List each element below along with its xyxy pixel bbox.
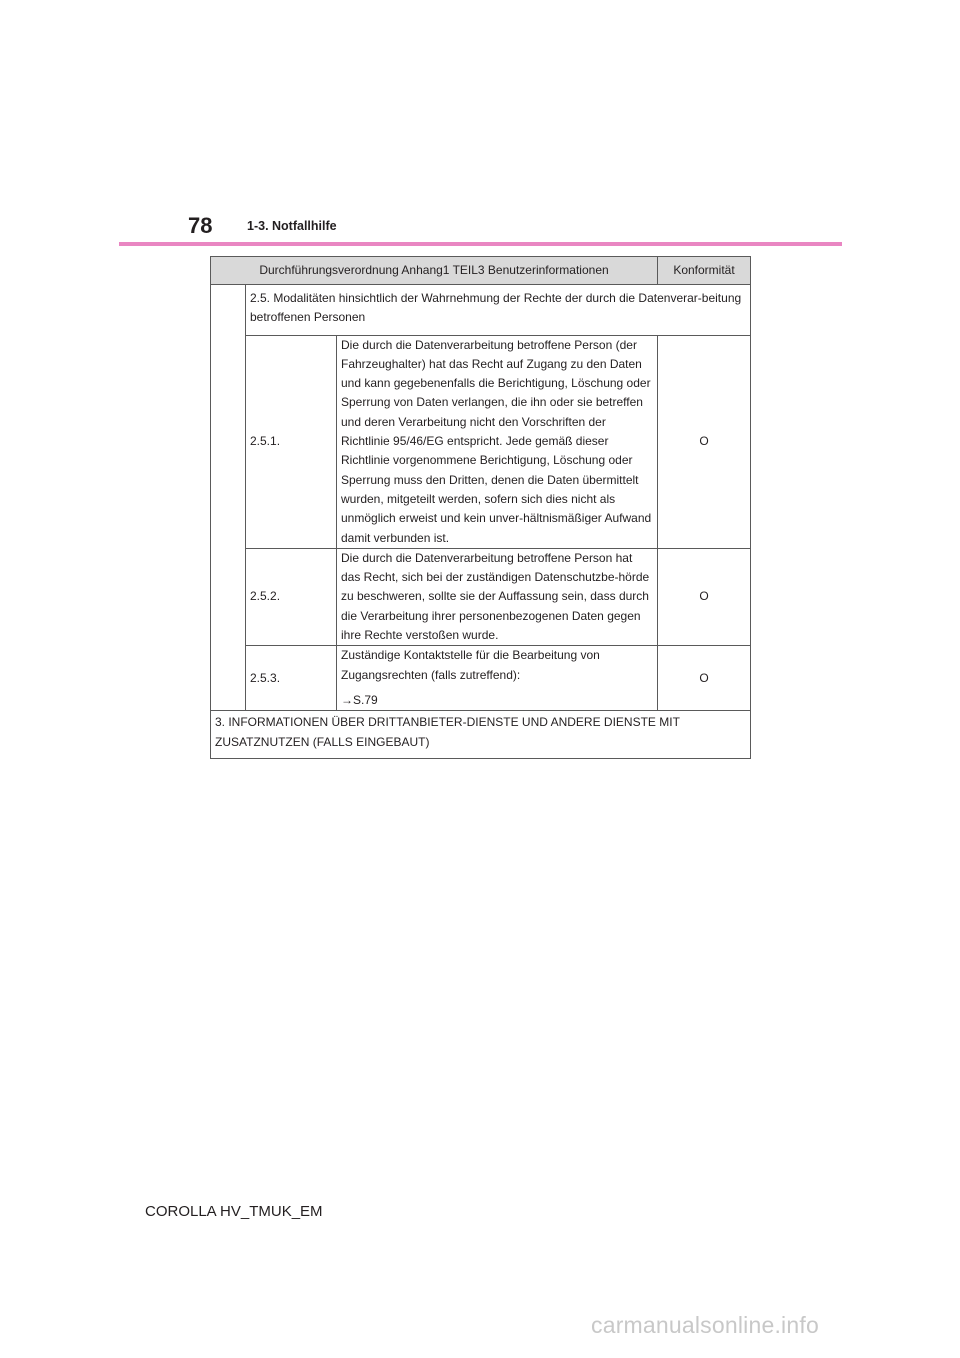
row-number: 2.5.3. xyxy=(246,646,337,711)
regulation-table xyxy=(210,256,751,759)
row-text-block xyxy=(337,646,658,711)
row-number: 2.5.2. xyxy=(246,548,337,645)
section-title: 1-3. Notfallhilfe xyxy=(247,219,337,233)
row-text: Die durch die Datenverarbeitung betroffene Person (der Fahrzeughalter) hat das Recht auf Zugang zu den Daten und kann gegebenenfalls die Berichtigung, Löschung oder Sperrung von Daten verlangen, die ihn oder sie betreffen und deren Verarbeitung nicht den Vorschriften der Richtlinie 95/46/EG entspricht. Jede gemäß dieser Richtlinie vorgenommene Berichtigung, Löschung oder Sperrung muss den Dritten, denen die Daten übermittelt wurden, mitgeteilt werden, sofern sich dies nicht als unmöglich erweist und kein unver-hältnismäßiger Aufwand damit verbunden ist. xyxy=(337,335,658,548)
table-row xyxy=(211,548,751,645)
table-row xyxy=(211,335,751,548)
table-row xyxy=(211,285,751,336)
table-row xyxy=(211,711,751,759)
page-number: 78 xyxy=(188,213,213,238)
table-header-conformity: Konformität xyxy=(658,257,751,285)
row-number: 2.5.1. xyxy=(246,335,337,548)
table-header-main: Durchführungsverordnung Anhang1 TEIL3 Benutzerinformationen xyxy=(211,257,658,285)
header-rule xyxy=(119,242,842,246)
watermark: carmanualsonline.info xyxy=(591,1312,819,1338)
indent-cell xyxy=(211,285,246,711)
table-row xyxy=(211,646,751,711)
row-conformity: O xyxy=(658,646,751,711)
row-text: Die durch die Datenverarbeitung betroffene Person hat das Recht, sich bei der zuständigen Datenschutzbe-hörde zu beschweren, sollte sie der Auffassung sein, dass durch die Verarbeitung ihrer personenbezogenen Daten gegen ihre Rechte verstoßen wurde. xyxy=(337,548,658,645)
footer-model-code: COROLLA HV_TMUK_EM xyxy=(145,1203,323,1220)
row-conformity: O xyxy=(658,335,751,548)
row-conformity: O xyxy=(658,548,751,645)
table-header-row xyxy=(211,257,751,285)
row-text: Zuständige Kontaktstelle für die Bearbeitung von Zugangsrechten (falls zutreffend): xyxy=(341,648,600,682)
page-reference-link[interactable]: →S.79 xyxy=(341,692,378,707)
section-heading-2-5: 2.5. Modalitäten hinsichtlich der Wahrnehmung der Rechte der durch die Datenverar-beitung betroffenen Personen xyxy=(246,285,751,336)
section-heading-3: 3. INFORMATIONEN ÜBER DRITTANBIETER-DIENSTE UND ANDERE DIENSTE MIT ZUSATZNUTZEN (FALLS EINGEBAUT) xyxy=(211,711,751,759)
